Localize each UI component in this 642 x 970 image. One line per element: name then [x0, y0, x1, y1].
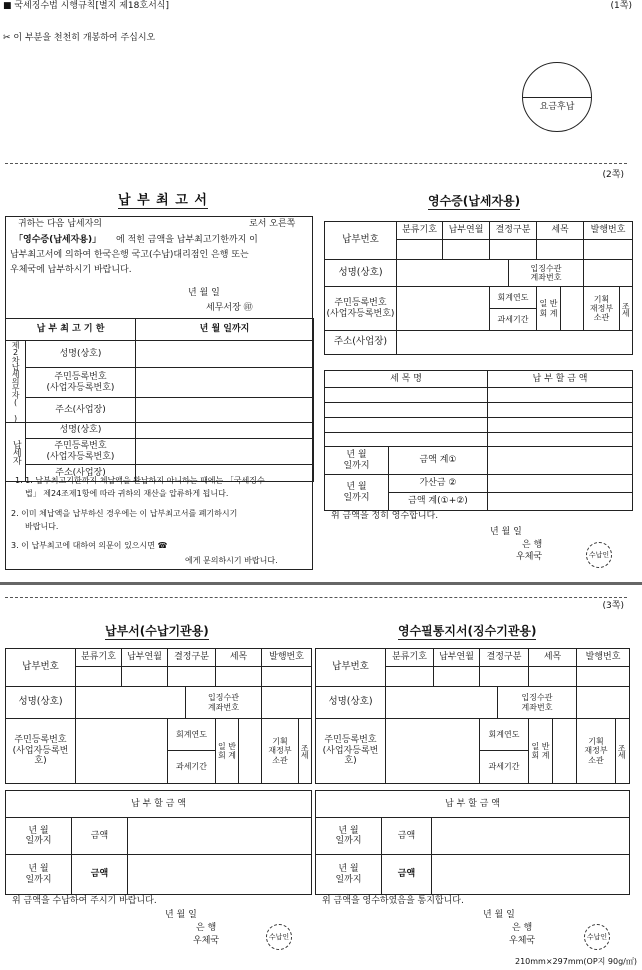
notice-name-field[interactable] [386, 687, 498, 719]
section-divider [0, 582, 642, 585]
receipt-resident-no-field[interactable] [397, 287, 490, 331]
payment-amount-field-2[interactable] [128, 855, 312, 895]
payment-seal: 수납인 [266, 924, 292, 950]
notice-amount-field-1[interactable] [432, 818, 630, 855]
payment-name-field[interactable] [76, 687, 186, 719]
notice-amount-field-2[interactable] [432, 855, 630, 895]
receipt-seal: 수납인 [586, 542, 612, 568]
notice-info-table: 납부번호 분류기호 납부연월 결정구분 세목 발행번호 성명(상호) 입징수관 계좌번호 주민등록번호 (사업자등록번호) 회계연도 일 반 회 계 기획 재정부 소관 조세 과세기간 [315, 648, 630, 784]
tear-line-1 [5, 163, 627, 164]
payment-info-table: 납부번호 분류기호 납부연월 결정구분 세목 발행번호 성명(상호) 입징수관 계좌번호 주민등록번호 (사업자등록번호) 회계연도 일 반 회 계 기획 재정부 소관 조세 과세기간 [5, 648, 312, 784]
open-notice: ✂ 이 부분을 천천히 개봉하여 주십시오 [3, 33, 156, 43]
receipt-notice-title: 영수필통지서(징수기관용) [398, 624, 537, 638]
taxpayer-resident-no-field[interactable] [136, 439, 314, 465]
secondary-address-field[interactable] [136, 397, 314, 422]
payment-form-title: 납부서(수납기관용) [105, 624, 209, 638]
payment-resident-no-field[interactable] [76, 719, 168, 784]
notice-amount-table: 납 부 할 금 액 년 월 일까지 금액 년 월 일까지 금액 [315, 790, 630, 895]
tax-office-chief: 세무서장 ㊞ [206, 303, 253, 313]
paper-spec: 210mm×297mm(OP지 90g/㎡) [514, 957, 637, 966]
page3-label: (3쪽) [602, 601, 624, 611]
form-title: ■ 국세징수법 시행규칙[별지 제18호서식] [3, 1, 169, 11]
receipt-info-table: 납부번호 분류기호 납부연월 결정구분 세목 발행번호 성명(상호) 입징수관 계좌번호 주민등록번호 (사업자등록번호) 회계연도 일 반 회 계 기획 재정부 소관 조세 과세기간 주소(사업장) [324, 221, 633, 355]
secondary-name-field[interactable] [136, 341, 314, 368]
notice-title: 납 부 최 고 서 [118, 189, 208, 209]
notice-form-box: 귀하는 다음 납세자의 로서 오른쪽 「영수증(납세자용)」 에 적힌 금액을 납부최고기한까지 이 납부최고서에 의하여 한국은행 국고(수납)대리점인 은행 또는 우체국에 납부하시기 바랍니다. 년 월 일 세무서장 ㊞ [5, 216, 313, 570]
receipt-title: 영수증(납세자용) [428, 194, 521, 208]
payment-amount-field-1[interactable] [128, 818, 312, 855]
postage-paid-stamp: 요금후납 [522, 62, 592, 132]
notice-taxpayer-table: 납 부 최 고 기 한 년 월 일까지 제2차납세의무자( ) 성명(상호) 주민등록번호 (사업자등록번호) 주소(사업장) 납세자 성명(상호) 주민등록번호 (사업자등록번호) 주소(사업장) [5, 318, 314, 482]
surcharge-field[interactable] [488, 475, 633, 493]
receipt-name-field[interactable] [397, 260, 509, 287]
taxpayer-name-field[interactable] [136, 423, 314, 439]
sum2-field[interactable] [488, 493, 633, 511]
secondary-resident-no-field[interactable] [136, 368, 314, 398]
receipt-amount-table: 세 목 명 납 부 할 금 액 년 월 일까지 금액 계① 년 월 일까지 가산금 ② 금액 계(①+②) [324, 370, 633, 511]
notice-seal: 수납인 [584, 924, 610, 950]
page2-label: (2쪽) [602, 170, 624, 180]
payment-amount-table: 납 부 할 금 액 년 월 일까지 금액 년 월 일까지 금액 [5, 790, 312, 895]
page-number: (1쪽) [610, 1, 632, 11]
receipt-address-field[interactable] [397, 331, 633, 355]
sum1-field[interactable] [488, 447, 633, 475]
tear-line-2 [5, 597, 627, 598]
notice-resident-no-field[interactable] [386, 719, 480, 784]
